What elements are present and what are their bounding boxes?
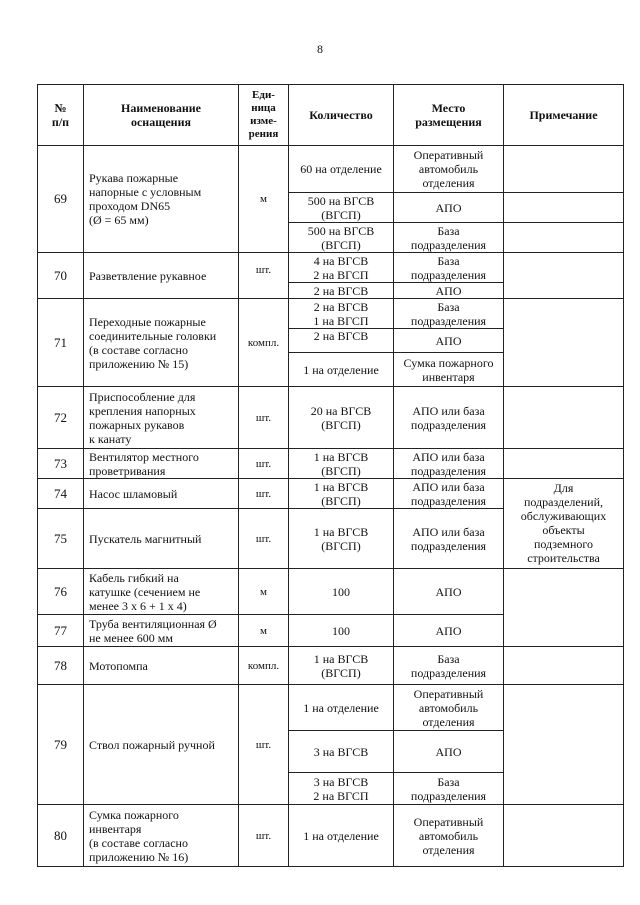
row-quantity: 1 на отделение bbox=[289, 805, 394, 867]
row-number: 76 bbox=[38, 569, 84, 615]
row-quantity: 3 на ВГСВ 2 на ВГСП bbox=[289, 773, 394, 805]
row-location: База подразделения bbox=[394, 253, 504, 283]
row-name: Мотопомпа bbox=[84, 647, 239, 685]
row-unit: шт. bbox=[239, 449, 289, 479]
row-unit: шт. bbox=[239, 253, 289, 299]
table-row-80 bbox=[38, 805, 624, 867]
row-unit: м bbox=[239, 146, 289, 253]
equipment-table bbox=[37, 84, 624, 867]
row-note bbox=[504, 685, 624, 805]
row-quantity: 3 на ВГСВ bbox=[289, 731, 394, 773]
row-location: Оперативный автомобиль отделения bbox=[394, 805, 504, 867]
row-number: 69 bbox=[38, 146, 84, 253]
row-number: 70 bbox=[38, 253, 84, 299]
row-quantity: 2 на ВГСВ 1 на ВГСП bbox=[289, 299, 394, 329]
row-location: АПО bbox=[394, 569, 504, 615]
row-location: АПО bbox=[394, 193, 504, 223]
row-location: Сумка пожарного инвентаря bbox=[394, 353, 504, 387]
row-number: 71 bbox=[38, 299, 84, 387]
row-location: Оперативный автомобиль отделения bbox=[394, 685, 504, 731]
row-location: База подразделения bbox=[394, 773, 504, 805]
row-note: Для подразделений, обслуживающих объекты подземного строительства bbox=[504, 479, 624, 569]
page-number: 8 bbox=[317, 42, 323, 56]
row-unit: шт. bbox=[239, 479, 289, 509]
row-number: 77 bbox=[38, 615, 84, 647]
table-header-row bbox=[38, 85, 624, 146]
row-quantity: 1 на ВГСВ (ВГСП) bbox=[289, 647, 394, 685]
row-number: 72 bbox=[38, 387, 84, 449]
table-row-70 bbox=[38, 253, 624, 283]
row-note bbox=[504, 223, 624, 253]
row-quantity: 1 на отделение bbox=[289, 353, 394, 387]
row-name: Труба вентиляционная Ø не менее 600 мм bbox=[84, 615, 239, 647]
row-location: АПО bbox=[394, 731, 504, 773]
row-name: Переходные пожарные соединительные головки (в составе согласно приложению № 15) bbox=[84, 299, 239, 387]
row-note bbox=[504, 387, 624, 449]
row-unit: шт. bbox=[239, 805, 289, 867]
table-row-76 bbox=[38, 569, 624, 615]
table-row-78 bbox=[38, 647, 624, 685]
row-location: АПО bbox=[394, 283, 504, 299]
header-unit: Еди- ница изме- рения bbox=[239, 85, 289, 146]
row-location: АПО или база подразделения bbox=[394, 387, 504, 449]
row-unit: компл. bbox=[239, 647, 289, 685]
row-quantity: 100 bbox=[289, 569, 394, 615]
row-number: 73 bbox=[38, 449, 84, 479]
row-number: 80 bbox=[38, 805, 84, 867]
row-note bbox=[504, 569, 624, 647]
row-name: Вентилятор местного проветривания bbox=[84, 449, 239, 479]
table-row-73 bbox=[38, 449, 624, 479]
table-row-69 bbox=[38, 146, 624, 193]
row-quantity: 2 на ВГСВ bbox=[289, 283, 394, 299]
row-location: АПО bbox=[394, 329, 504, 353]
row-number: 74 bbox=[38, 479, 84, 509]
row-location: База подразделения bbox=[394, 223, 504, 253]
row-note bbox=[504, 805, 624, 867]
header-location: Место размещения bbox=[394, 85, 504, 146]
row-location: АПО или база подразделения bbox=[394, 509, 504, 569]
row-quantity: 500 на ВГСВ (ВГСП) bbox=[289, 223, 394, 253]
row-quantity: 500 на ВГСВ (ВГСП) bbox=[289, 193, 394, 223]
row-name: Рукава пожарные напорные с условным проходом DN65 (Ø = 65 мм) bbox=[84, 146, 239, 253]
row-unit: м bbox=[239, 569, 289, 615]
row-number: 79 bbox=[38, 685, 84, 805]
row-quantity: 60 на отделение bbox=[289, 146, 394, 193]
header-quantity: Количество bbox=[289, 85, 394, 146]
row-name: Насос шламовый bbox=[84, 479, 239, 509]
table-row-72 bbox=[38, 387, 624, 449]
row-unit: шт. bbox=[239, 685, 289, 805]
row-name: Ствол пожарный ручной bbox=[84, 685, 239, 805]
header-name: Наименование оснащения bbox=[84, 85, 239, 146]
row-number: 75 bbox=[38, 509, 84, 569]
row-location: АПО или база подразделения bbox=[394, 479, 504, 509]
row-unit: шт. bbox=[239, 509, 289, 569]
row-note bbox=[504, 449, 624, 479]
row-note bbox=[504, 193, 624, 223]
row-location: АПО bbox=[394, 615, 504, 647]
row-unit: компл. bbox=[239, 299, 289, 387]
row-unit: шт. bbox=[239, 387, 289, 449]
row-location: База подразделения bbox=[394, 299, 504, 329]
row-name: Пускатель магнитный bbox=[84, 509, 239, 569]
row-quantity: 2 на ВГСВ bbox=[289, 329, 394, 353]
row-quantity: 20 на ВГСВ (ВГСП) bbox=[289, 387, 394, 449]
row-quantity: 1 на ВГСВ (ВГСП) bbox=[289, 509, 394, 569]
row-note bbox=[504, 253, 624, 299]
row-note bbox=[504, 299, 624, 387]
row-name: Приспособление для крепления напорных пожарных рукавов к канату bbox=[84, 387, 239, 449]
row-location: База подразделения bbox=[394, 647, 504, 685]
row-location: Оперативный автомобиль отделения bbox=[394, 146, 504, 193]
row-quantity: 1 на ВГСВ (ВГСП) bbox=[289, 479, 394, 509]
header-number: № п/п bbox=[38, 85, 84, 146]
table-row-71 bbox=[38, 299, 624, 329]
row-note bbox=[504, 146, 624, 193]
table-row-79 bbox=[38, 685, 624, 731]
table-row-74 bbox=[38, 479, 624, 509]
row-quantity: 4 на ВГСВ 2 на ВГСП bbox=[289, 253, 394, 283]
row-number: 78 bbox=[38, 647, 84, 685]
row-name: Сумка пожарного инвентаря (в составе согласно приложению № 16) bbox=[84, 805, 239, 867]
row-name: Разветвление рукавное bbox=[84, 253, 239, 299]
row-quantity: 100 bbox=[289, 615, 394, 647]
row-location: АПО или база подразделения bbox=[394, 449, 504, 479]
row-quantity: 1 на отделение bbox=[289, 685, 394, 731]
header-note: Примечание bbox=[504, 85, 624, 146]
row-note bbox=[504, 647, 624, 685]
row-unit: м bbox=[239, 615, 289, 647]
row-name: Кабель гибкий на катушке (сечением не менее 3 х 6 + 1 х 4) bbox=[84, 569, 239, 615]
row-quantity: 1 на ВГСВ (ВГСП) bbox=[289, 449, 394, 479]
